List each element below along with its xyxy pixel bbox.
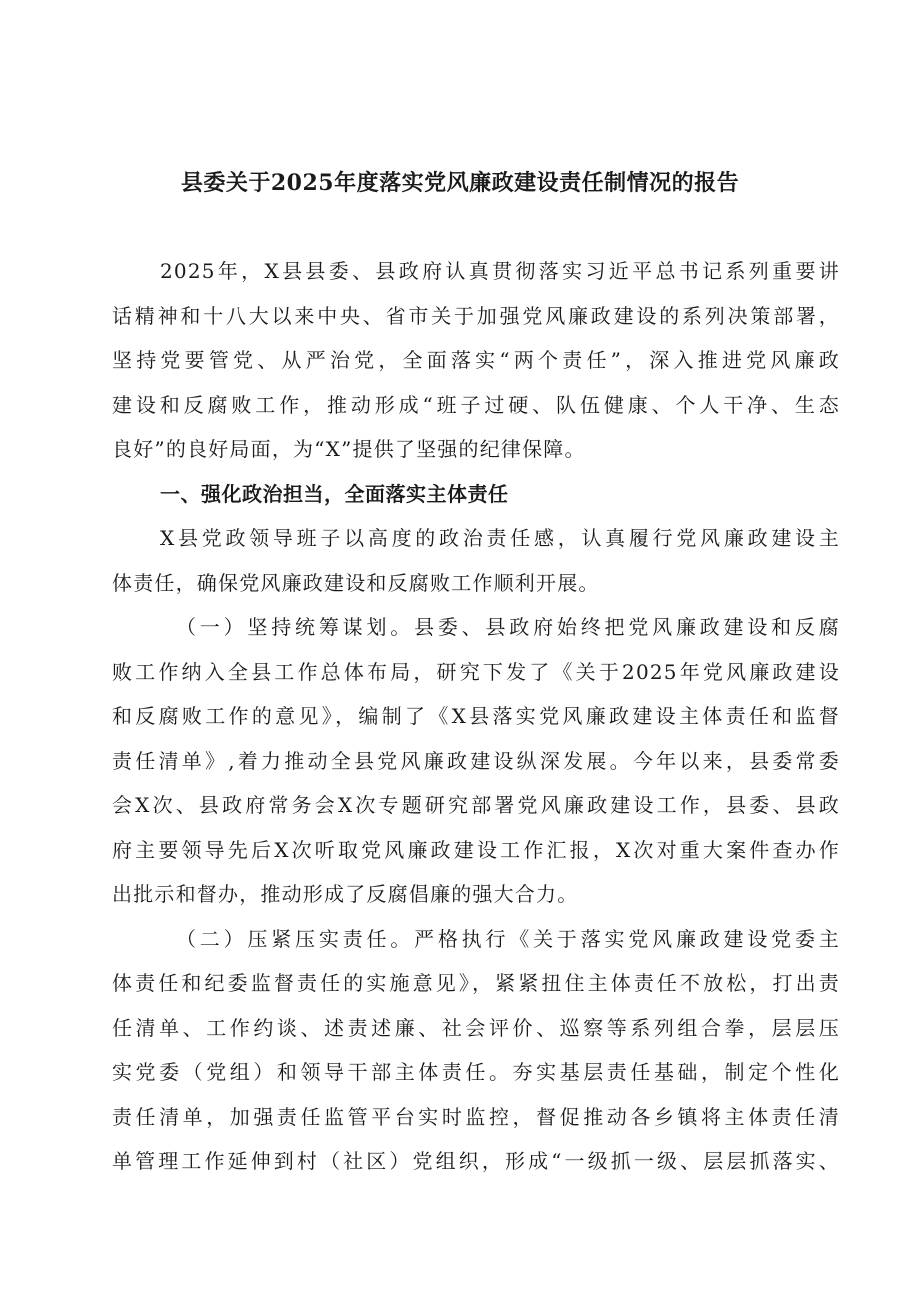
paragraph-line: 良好”的良好局面，为“X”提供了坚强的纪律保障。 <box>112 437 586 461</box>
paragraph-line: （二）压紧压实责任。严格执行《关于落实党风廉政建设党委主 <box>176 926 840 951</box>
paragraph-line: 单管理工作延伸到村（社区）党组织，形成“一级抓一级、层层抓落实、 <box>112 1149 840 1173</box>
paragraph-line: 和反腐败工作的意见》，编制了《X县落实党风廉政建设主体责任和监督 <box>112 704 840 728</box>
paragraph-line: 任清单、工作约谈、述责述廉、社会评价、巡察等系列组合拳，层层压 <box>112 1015 840 1040</box>
paragraph-line: 败工作纳入全县工作总体布局，研究下发了《关于2025年党风廉政建设 <box>112 659 840 684</box>
paragraph-line: 坚持党要管党、从严治党，全面落实“两个责任”，深入推进党风廉政 <box>112 348 840 372</box>
paragraph-line: 责任清单，加强责任监管平台实时监控，督促推动各乡镇将主体责任清 <box>112 1104 840 1129</box>
paragraph-line: 2025年，X县县委、县政府认真贯彻落实习近平总书记系列重要讲 <box>160 259 840 283</box>
document-body <box>112 249 840 1184</box>
paragraph-line: （一）坚持统筹谋划。县委、县政府始终把党风廉政建设和反腐 <box>176 615 840 639</box>
paragraph-line: 会X次、县政府常务会X次专题研究部署党风廉政建设工作，县委、县政 <box>112 793 840 817</box>
paragraph-line: 体责任，确保党风廉政建设和反腐败工作顺利开展。 <box>112 570 600 595</box>
paragraph-line: 责任清单》,着力推动全县党风廉政建设纵深发展。今年以来，县委常委 <box>112 748 840 773</box>
paragraph-line: 体责任和纪委监督责任的实施意见》，紧紧扭住主体责任不放松，打出责 <box>112 971 840 995</box>
page-title: 县委关于2025年度落实党风廉政建设责任制情况的报告 <box>180 170 740 196</box>
paragraph-line: 话精神和十八大以来中央、省市关于加强党风廉政建设的系列决策部署， <box>112 303 840 328</box>
section-heading: 一、强化政治担当，全面落实主体责任 <box>160 481 509 506</box>
paragraph-line: 府主要领导先后X次听取党风廉政建设工作汇报，X次对重大案件查办作 <box>112 837 840 862</box>
paragraph-line: 建设和反腐败工作，推动形成“班子过硬、队伍健康、个人干净、生态 <box>112 392 840 417</box>
paragraph-line: X县党政领导班子以高度的政治责任感，认真履行党风廉政建设主 <box>160 526 840 550</box>
paragraph-line: 出批示和督办，推动形成了反腐倡廉的强大合力。 <box>112 882 579 906</box>
paragraph-line: 实党委（党组）和领导干部主体责任。夯实基层责任基础，制定个性化 <box>112 1060 840 1084</box>
